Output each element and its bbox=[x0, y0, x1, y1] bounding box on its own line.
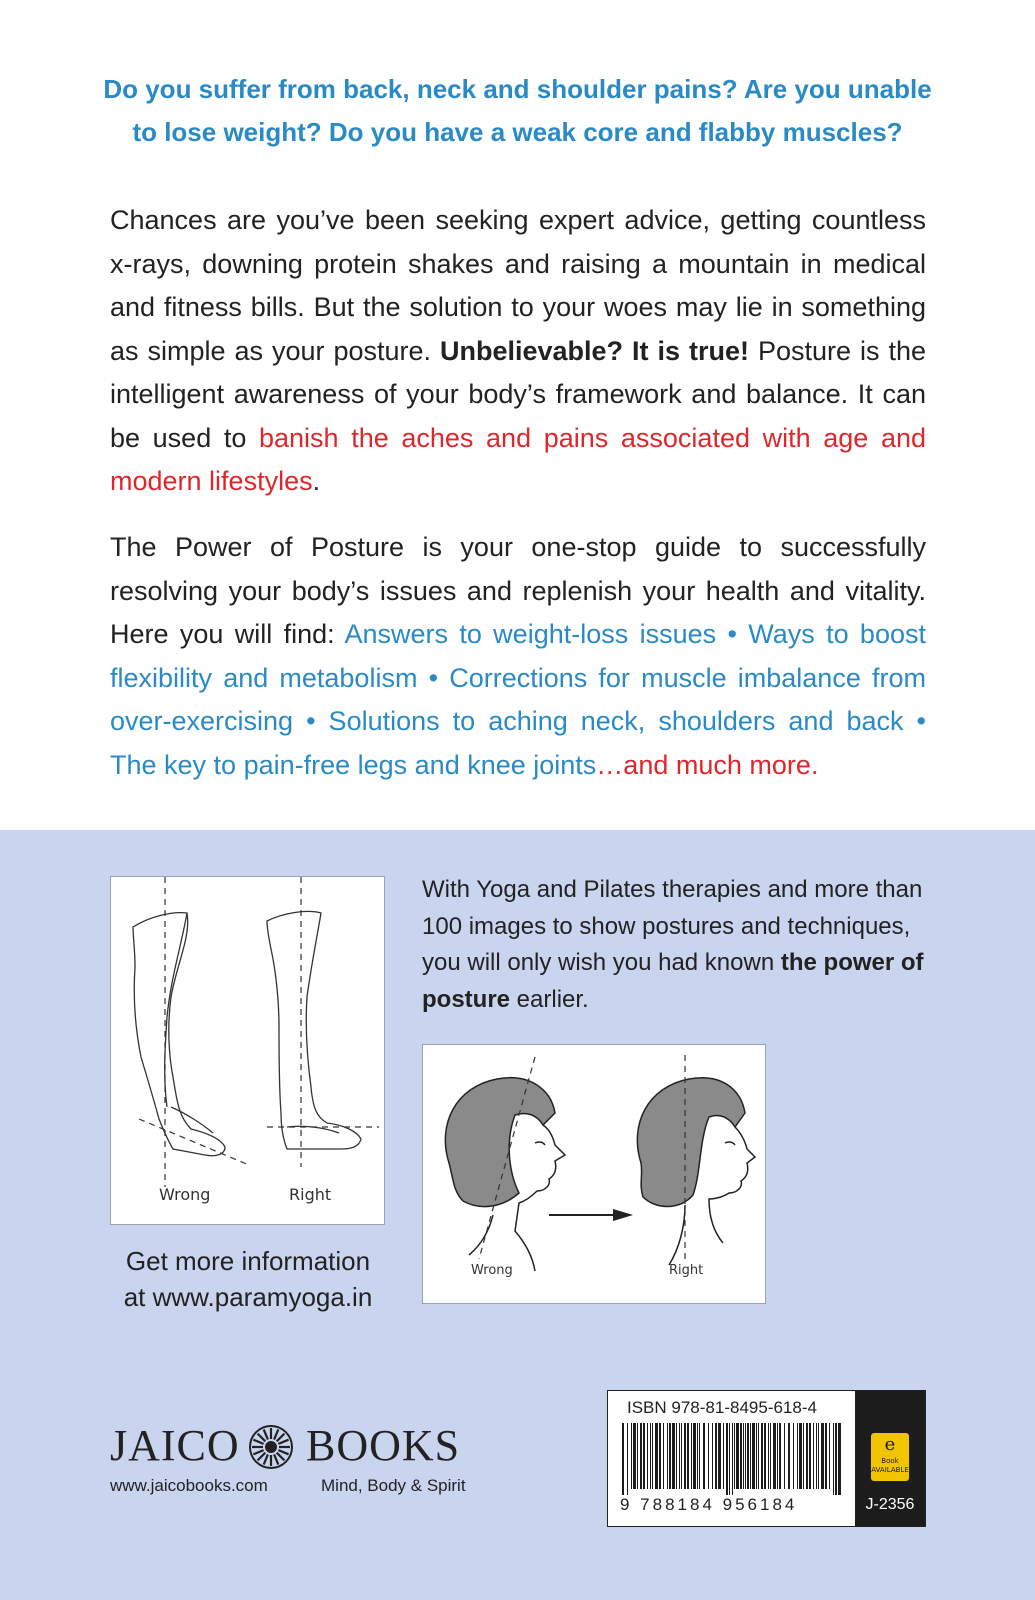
headline-line-2: to lose weight? Do you have a weak core and flabby muscles? bbox=[132, 117, 903, 147]
barcode-bar bbox=[838, 1423, 841, 1495]
barcode-bar bbox=[816, 1423, 817, 1489]
therapies-emphasis: the power of posture bbox=[422, 949, 924, 1013]
guide-paragraph bbox=[110, 526, 926, 787]
catalog-code-panel bbox=[855, 1391, 925, 1526]
wrong-leg-inner-line bbox=[165, 913, 187, 1107]
barcode-bar bbox=[752, 1423, 755, 1489]
right-leg-outline bbox=[267, 911, 361, 1149]
barcode-bar bbox=[799, 1423, 802, 1489]
barcode-bar bbox=[756, 1423, 757, 1489]
barcode-bar bbox=[693, 1423, 696, 1489]
barcode-bar bbox=[833, 1423, 834, 1495]
barcode-bar bbox=[736, 1423, 739, 1489]
publisher-url: www.jaicobooks.com bbox=[110, 1476, 268, 1495]
publisher-name bbox=[110, 1420, 461, 1471]
publisher-tagline: Mind, Body & Spirit bbox=[321, 1476, 466, 1495]
barcode-bar bbox=[663, 1423, 664, 1489]
therapies-paragraph bbox=[422, 872, 942, 1018]
guide-list: Answers to weight-loss issues • Ways to boost flexibility and metabolism • Corrections for muscle imbalance from over-exercising • Solutions to aching neck, shoulders and back • The key to pain-free legs and knee joints bbox=[110, 619, 926, 780]
barcode-bar bbox=[718, 1423, 721, 1489]
barcode-bar bbox=[667, 1423, 668, 1489]
neck-right-label: Right bbox=[669, 1263, 704, 1278]
barcode-bar bbox=[829, 1423, 830, 1489]
intro-emphasis: Unbelievable? It is true! bbox=[440, 335, 749, 366]
barcode-bar bbox=[726, 1423, 728, 1495]
barcode-bar bbox=[679, 1423, 680, 1489]
guide-ending: …and much more. bbox=[596, 749, 819, 780]
barcode-bar bbox=[732, 1423, 733, 1495]
barcode-bar bbox=[779, 1423, 781, 1489]
barcode-bar bbox=[806, 1423, 808, 1489]
barcode-bar bbox=[712, 1423, 713, 1489]
barcode-bar bbox=[723, 1423, 724, 1489]
barcode-bar bbox=[655, 1423, 658, 1489]
barcode-bar bbox=[777, 1423, 778, 1489]
legs-illustration bbox=[111, 877, 384, 1224]
barcode-bar bbox=[821, 1423, 824, 1489]
barcode-bar bbox=[793, 1423, 794, 1489]
therapies-text-a: With Yoga and Pilates therapies and more than 100 images to show postures and techniques, you will only wish you had known bbox=[422, 876, 923, 976]
headline-line-1: Do you suffer from back, neck and shoulder pains? Are you unable bbox=[103, 74, 932, 104]
barcode-bar bbox=[825, 1423, 827, 1489]
barcode-bar bbox=[818, 1423, 819, 1489]
wrong-head bbox=[445, 1078, 565, 1271]
barcode-bar bbox=[669, 1423, 671, 1489]
intro-end: . bbox=[312, 466, 321, 496]
barcode-bars bbox=[620, 1423, 844, 1495]
barcode-bar bbox=[809, 1423, 811, 1489]
barcode-bar bbox=[773, 1423, 776, 1489]
barcode-bar bbox=[684, 1423, 686, 1489]
publisher-block bbox=[110, 1420, 490, 1510]
barcode-box bbox=[607, 1390, 926, 1527]
sunburst-logo-icon bbox=[248, 1424, 294, 1470]
barcode-bar bbox=[659, 1423, 661, 1489]
barcode-bar bbox=[703, 1423, 705, 1489]
publisher-name-part-2: BOOKS bbox=[306, 1421, 461, 1470]
ebook-available-icon bbox=[871, 1433, 909, 1481]
barcode-bar bbox=[643, 1423, 645, 1489]
barcode-bar bbox=[747, 1423, 749, 1489]
ebook-available-label: AVAILABLE bbox=[871, 1466, 909, 1474]
isbn-number: ISBN 978-81-8495-618-4 bbox=[627, 1398, 817, 1417]
barcode-bar bbox=[803, 1423, 804, 1489]
barcode-bar bbox=[715, 1423, 717, 1489]
barcode-bar bbox=[708, 1423, 709, 1489]
legs-posture-figure bbox=[110, 876, 385, 1225]
barcode-bar bbox=[631, 1423, 632, 1489]
barcode-bar bbox=[761, 1423, 763, 1489]
barcode-bar bbox=[687, 1423, 689, 1489]
barcode-bar bbox=[650, 1423, 651, 1489]
intro-highlight: banish the aches and pains associated with age and modern lifestyles bbox=[110, 422, 926, 496]
ebook-letter: e bbox=[884, 1434, 896, 1455]
barcode-bar bbox=[697, 1423, 698, 1489]
therapies-text-b: earlier. bbox=[510, 985, 589, 1013]
barcode-bar bbox=[672, 1423, 675, 1489]
barcode-bar bbox=[745, 1423, 746, 1489]
ebook-book-label: Book bbox=[881, 1457, 899, 1465]
barcode-bar bbox=[813, 1423, 814, 1489]
barcode-bar bbox=[784, 1423, 785, 1489]
direction-arrow bbox=[549, 1209, 633, 1221]
barcode-bar bbox=[729, 1423, 730, 1495]
intro-text-b: Posture is the intelligent awareness of your body’s framework and balance. It can be used to bbox=[110, 335, 926, 453]
barcode-bar bbox=[764, 1423, 766, 1489]
catalog-code: J-2356 bbox=[865, 1496, 915, 1513]
barcode-bar bbox=[699, 1423, 700, 1489]
more-info-line-1: Get more information bbox=[125, 1246, 371, 1276]
barcode-bar bbox=[797, 1423, 798, 1489]
barcode-bar bbox=[743, 1423, 744, 1489]
intro-text-a: Chances are you’ve been seeking expert advice, getting countless x-rays, downing protein shakes and raising a mountain in medical and fitness bills. But the solution to your woes may lie in something as simple as your posture. bbox=[110, 205, 926, 366]
wrong-floor-line bbox=[139, 1119, 249, 1165]
barcode-bar bbox=[835, 1423, 837, 1495]
more-information bbox=[108, 1243, 388, 1315]
barcode-bar bbox=[770, 1423, 771, 1489]
barcode-bar bbox=[768, 1423, 769, 1489]
barcode-bar bbox=[740, 1423, 742, 1489]
barcode-bar bbox=[622, 1423, 624, 1495]
barcode-bar bbox=[676, 1423, 677, 1489]
barcode-bar bbox=[734, 1423, 735, 1489]
legs-wrong-label: Wrong bbox=[159, 1185, 211, 1204]
barcode-bar bbox=[691, 1423, 692, 1489]
more-info-url: at www.paramyoga.in bbox=[123, 1282, 373, 1312]
barcode-bar bbox=[647, 1423, 648, 1489]
barcode-bar bbox=[788, 1423, 790, 1489]
barcode-bar bbox=[652, 1423, 653, 1489]
barcode-bar bbox=[633, 1423, 636, 1489]
neck-wrong-label: Wrong bbox=[471, 1263, 513, 1278]
barcode-bar bbox=[681, 1423, 682, 1489]
legs-right-label: Right bbox=[289, 1185, 332, 1204]
guide-text: The Power of Posture is your one-stop guide to successfully resolving your body’s issues and replenish your health and vitality. Here you will find: bbox=[110, 532, 926, 649]
barcode-bar bbox=[637, 1423, 638, 1489]
neck-posture-figure bbox=[422, 1044, 766, 1304]
barcode-digits: 9 788184 956184 bbox=[620, 1495, 798, 1514]
headline bbox=[60, 68, 975, 154]
barcode-bar bbox=[627, 1423, 628, 1495]
intro-paragraph bbox=[110, 199, 926, 504]
barcode-bar bbox=[758, 1423, 759, 1489]
right-head bbox=[637, 1078, 755, 1265]
barcode-bar bbox=[750, 1423, 751, 1489]
publisher-name-part-1: JAICO bbox=[110, 1421, 240, 1470]
barcode-bar bbox=[640, 1423, 642, 1489]
